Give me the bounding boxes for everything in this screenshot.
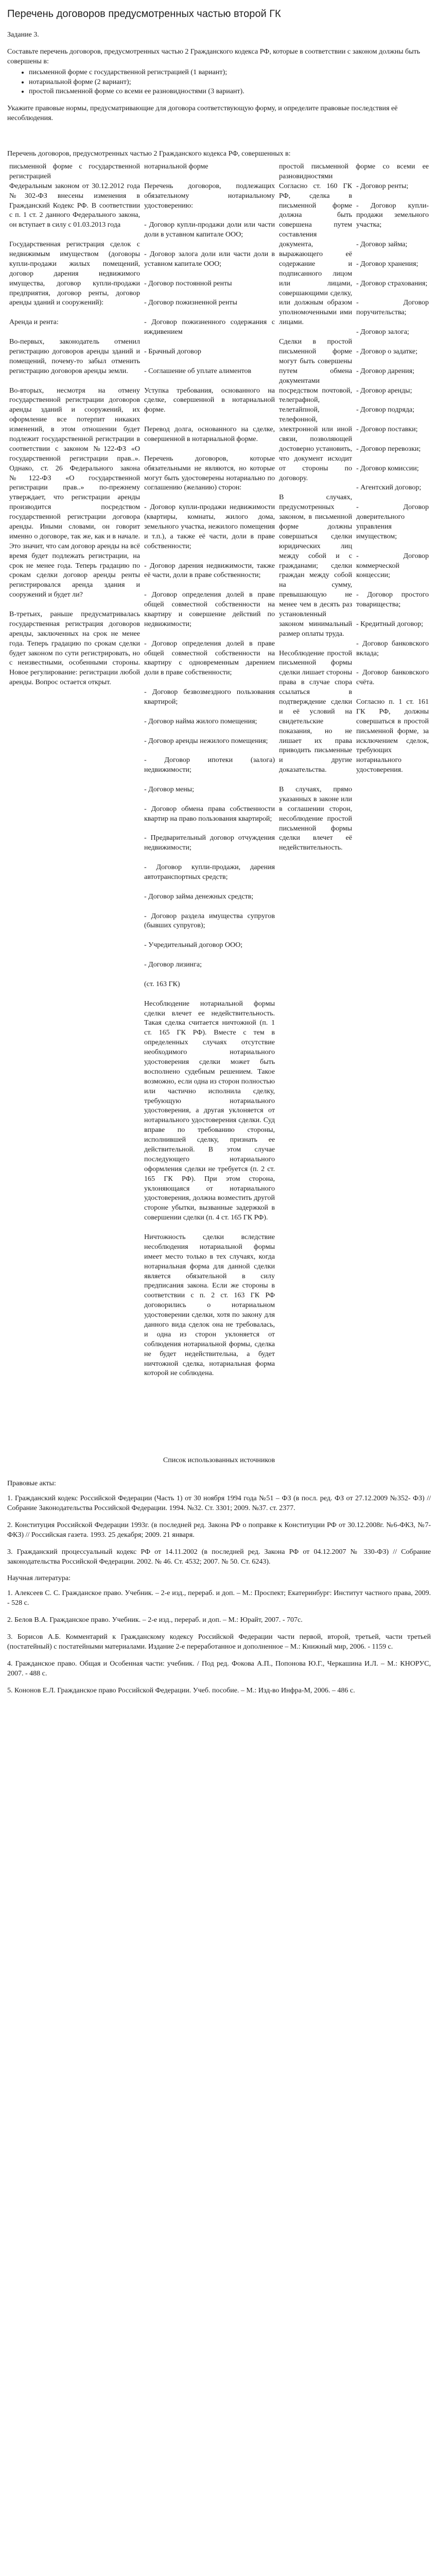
task-text: Составьте перечень договоров, предусмотренных частью 2 Гражданского кодекса РФ, которые в соответствии с законом должны быть совершены в:: [7, 47, 421, 65]
bibliography-section-heading: Правовые акты:: [7, 1480, 56, 1488]
bibliography-item: 2. Белов В.А. Гражданское право. Учебник. – 2-е изд., перераб. и доп. – М.: Юрайт, 2007. - 707с.: [7, 1616, 303, 1624]
bibliography-item: 3. Борисов А.Б. Комментарий к Гражданскому кодексу Российской Федерации части первой, второй, третьей, части третьей (постатейный) с постатейными материалами. Издание 2-е переработанное и дополненное – М.: Книжный мир, 2006. - 1159 с.: [7, 1633, 431, 1651]
table-lead: Перечень договоров, предусмотренных частью 2 Гражданского кодекса РФ, совершенных в:: [7, 150, 291, 158]
col-header-notarial: нотариальной форме: [144, 163, 208, 171]
variant-item: • нотариальной форме (2 вариант);: [29, 78, 431, 88]
bibliography-item: 4. Гражданское право. Общая и Особенная части: учебник. / Под ред. Фокова А.П., Попонова Ю.Г., Черкашина И.Л. – М.: КНОРУС, 2007. - 488 с.: [7, 1659, 431, 1677]
bibliography-item: 1. Алексеев С. С. Гражданское право. Учебник. – 2-е изд., перераб. и доп. – М.: Проспект; Екатеринбург: Институт частного права, 2009. - 528 с.: [7, 1589, 431, 1607]
bibliography-item: 3. Гражданский процессуальный кодекс РФ от 14.11.2002 (в последней ред. Закона РФ от 04.12.2007 № 330-ФЗ) // Собрание законодательства Российской Федерации. 2002. № 46. Ст. 4532; 2007. № 50. Ст. 6243).: [7, 1548, 431, 1566]
bibliography-item: 1. Гражданский кодекс Российской Федерации (Часть 1) от 30 ноября 1994 года №51 – ФЗ (в посл. ред. ФЗ от 27.12.2009 №352- ФЗ) // Собрание Законодательства Российской Федерации. 1994. №32. Ст. 3301; 2009. №37. ст. 2377.: [7, 1495, 431, 1513]
variant-list: [7, 68, 431, 97]
cell-simple-written-list: - Договор ренты; - Договор купли-продажи земельного участка; - Договор займа; - Договор хранения; - Договор страхования; - Договор поручительства; - Договор залога; - Договор о задатке; - Договор дарения; - Договор аренды; - Договор подряда; - Договор поставки; - Договор перевозки; - Договор комиссии; - Агентский договор; - Договор доверительного управления имуществом; - Договор коммерческой концессии; - Договор простого товарищества; - Кредитный договор; - Договор банковского вклада; - Договор банковского счёта. Согласно п. 1 ст. 161 ГК РФ, должны совершаться в простой письменной форме, за исключением сделок, требующих нотариального удостоверения.: [356, 182, 429, 774]
table-row: [7, 182, 431, 1379]
instruction-text: Укажите правовые нормы, предусматривающие для договора соответствующую форму, и определите правовые последствия её несоблюдения.: [7, 105, 398, 123]
cell-notarial: Перечень договоров, подлежащих обязательному нотариальному удостоверению: - Договор купли-продажи доли или части доли в уставном капитале ООО; - Договор залога доли или части доли в уставном капитале ООО; - Договор постоянной ренты - Договор пожизненной ренты - Договор пожизненного содержания с иждивением - Брачный договор - Соглашение об уплате алиментов Уступка требования, основанного на сделке, совершенной в нотариальной форме. Перевод долга, основанного на сделке, совершенной в нотариальной форме. Перечень договоров, которые обязательными не являются, но которые могут быть удостоверены нотариально по соглашению (желанию) сторон: - Договор купли-продажи недвижимости (квартиры, комнаты, жилого дома, земельного участка, нежилого помещения и т.п.), а также её части, доли в праве собственности; - Договор дарения недвижимости, также её части, доли в праве собственности; - Договор определения долей в праве общей совместной собственности на квартиру и совершение действий по недвижимости; - Договор определения долей в праве общей совместной собственности на квартиру с одновременным дарением доли в праве собственности; - Договор безвозмездного пользования квартирой; - Договор найма жилого помещения; - Договор аренды нежилого помещения; - Договор ипотеки (залога) недвижимости; - Договор мены; - Договор обмена права собственности квартир на право пользования квартирой; - Предварительный договор отчуждения недвижимости; - Договор купли-продажи, дарения автотранспортных средств; - Договор займа денежных средств; - Договор раздела имущества супругов (бывших супругов); - Учредительный договор ООО; - Договор лизинга; (ст. 163 ГК) Несоблюдение нотариальной формы сделки влечет ее недействительность. Такая сделка считается ничтожной (п. 1 ст. 165 ГК РФ). Вместе с тем в определенных случаях отсутствие необходимого нотариального удостоверения сделки может быть восполнено судебным решением. Такое возможно, если одна из сторон полностью или частично исполнила сделку, требующую нотариального удостоверения, а другая уклоняется от нотариального удостоверения сделки. Суд вправе по требованию стороны, исполнившей сделку, признать ее действительной. В этом случае последующего нотариального оформления сделки не требуется (п. 2 ст. 165 ГК РФ). При этом сторона, уклоняющаяся от нотариального удостоверения, должна возместить другой стороне убытки, вызванные задержкой в совершении сделки (п. 4 ст. 165 ГК РФ). Ничтожность сделки вследствие несоблюдения нотариальной формы имеет место только в тех случаях, когда нотариальная форма для данной сделки является обязательной в силу предписания закона. Если же стороны в соответствии с п. 2 ст. 163 ГК РФ договорились о нотариальном удостоверении сделки, хотя по закону для данного вида сделок она не требовалась, и одна из сторон уклоняется от соблюдения нотариальной формы, сделка не будет недействительна, а будет ничтожной сделка, нотариальная форма которой не соблюдена.: [144, 182, 275, 1378]
col-header-registration: письменной форме с государственной регистрацией: [9, 163, 140, 180]
bibliography-item: 2. Конституция Российской Федерации 1993г. (в последней ред. Закона РФ о поправке к Конституции РФ от 30.12.2008г. №6-ФКЗ, №7-ФКЗ) // Российская газета. 1993. 25 декабря; 2009. 21 января.: [7, 1521, 431, 1539]
variant-item: • письменной форме с государственной регистрацией (1 вариант);: [29, 68, 431, 78]
bibliography-item: 5. Кононов Е.Л. Гражданское право Российской Федерации. Учеб. пособие. – М.: Изд-во Инфра-М, 2006. – 486 с.: [7, 1686, 355, 1694]
contracts-table: [7, 162, 431, 1379]
table-header-row: [7, 162, 431, 182]
variant-item: • простой письменной форме со всеми ее разновидностями (3 вариант).: [29, 87, 431, 97]
col-header-simple-written: простой письменной форме со всеми ее разновидностями: [279, 163, 429, 180]
bibliography-section-heading: Научная литература:: [7, 1574, 71, 1583]
cell-registration: Федеральным законом от 30.12.2012 года №302-ФЗ внесены изменения в Гражданский Кодекс РФ. В соответствии с п. 1 ст. 2 данного Федерального закона, он вступает в силу с 01.03.2013 года Государственная регистрация сделок с недвижимым имуществом (договоры купли-продажи жилых помещений, договор дарения недвижимого имущества, договор купли-продажи предприятия, договор ренты, договор аренды зданий и сооружений): Аренда и рента: Во-первых, законодатель отменил регистрацию договоров аренды зданий и помещений, почему-то забыл отменить регистрацию договоров аренды земли. Во-вторых, несмотря на отмену государственной регистрации договоров аренды зданий и сооружений, их оформление все потерпит никаких изменений, в этом отношении будет подлежит государственной регистрации в соответствии с законом №122-ФЗ «О государственной регистрации прав..». Однако, ст. 26 Федерального закона №122-ФЗ «О государственной регистрации прав..» по-прежнему утверждает, что регистрации аренды производится посредством государственной регистрации договора аренды. Иными словами, он говорит именно о договоре, так же, как и в начале. Это значит, что сам договор аренды на всё время будет подлежать регистрации, на срок не менее года. Теперь градацию по срокам сделки договор аренды ренты регистрировался аренда здания и сооружений и будет ли? В-третьих, раньше предусматривалась государственная регистрация договоров аренды, заключенных на срок не менее года. Теперь градацию по срокам сделки будет законом по сути регистрировать, но с неизвестными, особенными стороны. Новое регулирование: регистрации любой аренды. Вопрос остается открыт.: [9, 182, 140, 687]
cell-simple-written: Согласно ст. 160 ГК РФ, сделка в письменной форме должна быть совершена путем составления документа, выражающего её содержание и подписанного лицом или лицами, совершающими сделку, или должным образом уполномоченными ими лицами. Сделки в простой письменной форме могут быть совершены путем обмена документами посредством почтовой, телеграфной, телетайпной, телефонной, электронной или иной связи, позволяющей достоверно установить, что документ исходит от стороны по договору. В случаях, предусмотренных законом, в письменной форме должны совершаться сделки юридических лиц между собой и с гражданами; сделки граждан между собой на сумму, превышающую не менее чем в десять раз установленный законом минимальный размер оплаты труда. Несоблюдение простой письменной формы сделки лишает стороны права в случае спора ссылаться в подтверждение сделки и её условий на свидетельские показания, но не лишает их права приводить письменные и другие доказательства. В случаях, прямо указанных в законе или в соглашении сторон, несоблюдение простой письменной формы сделки влечет её недействительность.: [279, 182, 352, 852]
task-label: Задание 3.: [7, 31, 39, 39]
bibliography: [7, 1456, 431, 1696]
page-title: Перечень договоров предусмотренных частью второй ГК: [7, 8, 281, 20]
bibliography-title: Список использованных источников: [163, 1456, 275, 1465]
